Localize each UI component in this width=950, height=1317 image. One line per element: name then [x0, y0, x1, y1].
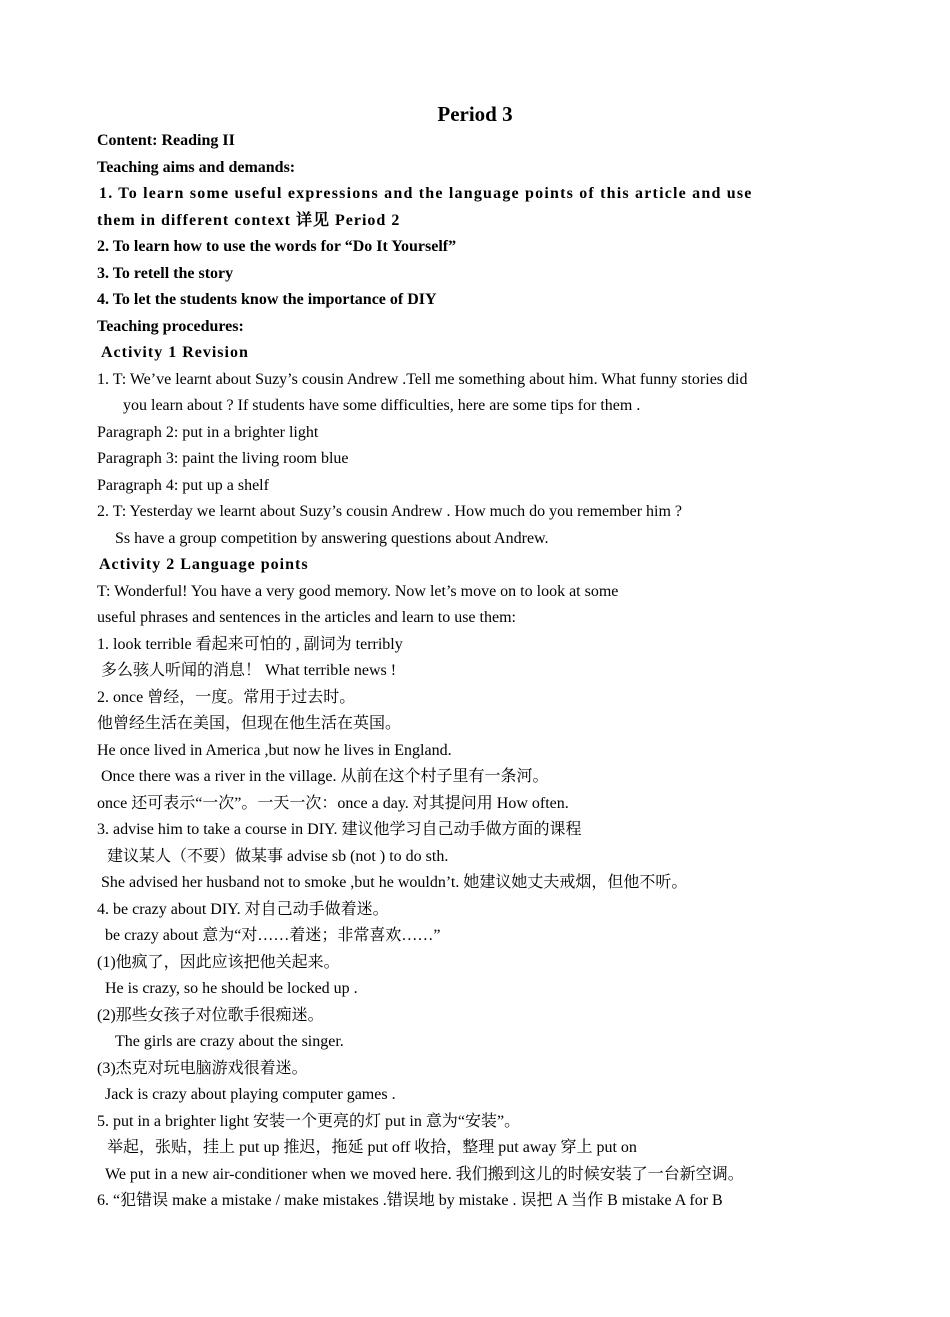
revision-item-1: 1. T: We’ve learnt about Suzy’s cousin Andrew .Tell me something about him. What funny stories did [97, 371, 748, 388]
content-heading: Content: Reading II [97, 132, 235, 149]
point-1-example: 多么骇人听闻的消息！ What terrible news ! [101, 662, 397, 679]
point-6: 6. “犯错误 make a mistake / make mistakes .错误地 by mistake . 误把 A 当作 B mistake A for B [97, 1192, 723, 1209]
point-2: 2. once 曾经，一度。常用于过去时。 [97, 689, 356, 706]
aim-2: 2. To learn how to use the words for “Do It Yourself” [97, 238, 457, 255]
point-2-example-en: He once lived in America ,but now he lives in England. [97, 742, 452, 759]
point-3: 3. advise him to take a course in DIY. 建议他学习自己动手做方面的课程 [97, 821, 582, 838]
revision-item-1-continued: you learn about ? If students have some difficulties, here are some tips for them . [123, 397, 641, 414]
point-1: 1. look terrible 看起来可怕的 , 副词为 terribly [97, 636, 403, 653]
revision-item-2-continued: Ss have a group competition by answering questions about Andrew. [115, 530, 549, 547]
page-title: Period 3 [437, 102, 513, 126]
activity-1-heading: Activity 1 Revision [101, 344, 249, 361]
point-2-example-cn: 他曾经生活在美国，但现在他生活在英国。 [97, 715, 402, 732]
point-5-phrases: 举起，张贴，挂上 put up 推迟，拖延 put off 收拾，整理 put away 穿上 put on [107, 1139, 637, 1156]
teacher-intro-line-2: useful phrases and sentences in the articles and learn to use them: [97, 609, 516, 626]
point-4: 4. be crazy about DIY. 对自己动手做着迷。 [97, 901, 389, 918]
point-4-meaning: be crazy about 意为“对……着迷；非常喜欢……” [105, 927, 441, 944]
aims-heading: Teaching aims and demands: [97, 159, 296, 176]
aim-4: 4. To let the students know the importance of DIY [97, 291, 437, 308]
point-2-example-2: Once there was a river in the village. 从前在这个村子里有一条河。 [101, 768, 549, 785]
point-3-usage: 建议某人（不要）做某事 advise sb (not ) to do sth. [107, 848, 449, 865]
activity-2-heading: Activity 2 Language points [99, 556, 309, 573]
point-5-example: We put in a new air-conditioner when we moved here. 我们搬到这儿的时候安装了一台新空调。 [105, 1166, 744, 1183]
paragraph-2-tip: Paragraph 2: put in a brighter light [97, 424, 319, 441]
aim-1-line-1: 1. To learn some useful expressions and the language points of this article and use [99, 185, 753, 202]
point-4-example-2-cn: (2)那些女孩子对位歌手很痴迷。 [97, 1007, 324, 1024]
point-4-example-1-en: He is crazy, so he should be locked up . [105, 980, 358, 997]
point-4-example-3-cn: (3)杰克对玩电脑游戏很着迷。 [97, 1060, 308, 1077]
paragraph-4-tip: Paragraph 4: put up a shelf [97, 477, 269, 494]
point-5: 5. put in a brighter light 安装一个更亮的灯 put in 意为“安装”。 [97, 1113, 521, 1130]
point-4-example-1-cn: (1)他疯了，因此应该把他关起来。 [97, 954, 340, 971]
point-2-note: once 还可表示“一次”。一天一次：once a day. 对其提问用 How often. [97, 795, 569, 812]
procedures-heading: Teaching procedures: [97, 318, 244, 335]
aim-3: 3. To retell the story [97, 265, 234, 282]
teacher-intro-line-1: T: Wonderful! You have a very good memory. Now let’s move on to look at some [97, 583, 619, 600]
point-3-example: She advised her husband not to smoke ,but he wouldn’t. 她建议她丈夫戒烟，但他不听。 [101, 874, 688, 891]
aim-1-line-2: them in different context 详见 Period 2 [97, 212, 401, 229]
point-4-example-3-en: Jack is crazy about playing computer games . [105, 1086, 396, 1103]
point-4-example-2-en: The girls are crazy about the singer. [115, 1033, 344, 1050]
revision-item-2: 2. T: Yesterday we learnt about Suzy’s cousin Andrew . How much do you remember him ? [97, 503, 683, 520]
paragraph-3-tip: Paragraph 3: paint the living room blue [97, 450, 349, 467]
